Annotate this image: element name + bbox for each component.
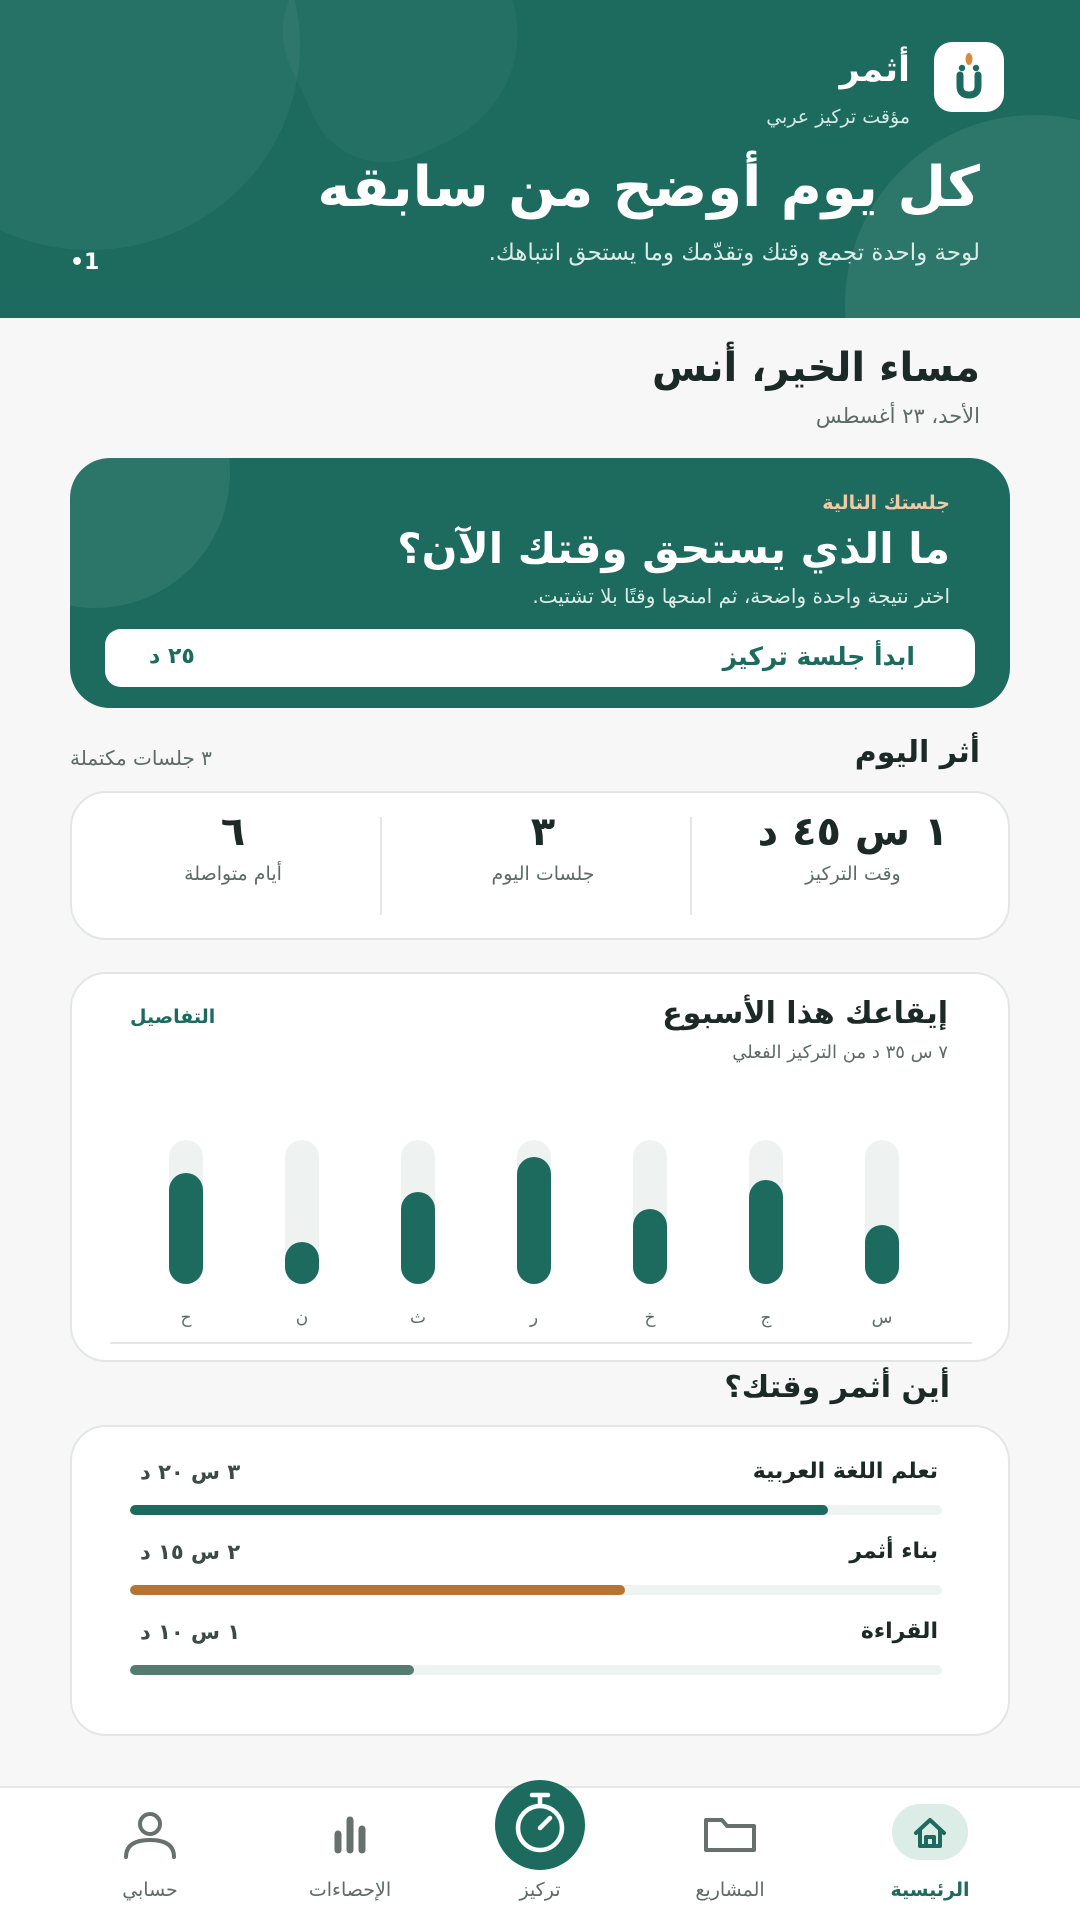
bar-track (749, 1140, 783, 1284)
hero-badge: •1 (70, 250, 100, 275)
next-session-description: اختر نتيجة واحدة واضحة، ثم امنحها وقتًا بلا تشتيت. (532, 584, 950, 608)
chart-bar (517, 1157, 551, 1284)
next-session-card (70, 458, 1010, 708)
stat-value: ٣ (530, 809, 556, 855)
nav-item-account[interactable] (75, 1788, 225, 1920)
nav-item-focus[interactable] (465, 1788, 615, 1920)
start-focus-label: ابدأ جلسة تركيز (722, 642, 915, 671)
day-tick-label: ح (180, 1308, 192, 1328)
hero-description: لوحة واحدة تجمع وقتك وتقدّمك وما يستحق انتباهك. (488, 240, 980, 266)
bar-track (865, 1140, 899, 1284)
bar-track (401, 1140, 435, 1284)
app-logo-icon (934, 42, 1004, 112)
project-progress-track (130, 1665, 942, 1675)
day-tick-label: س (871, 1308, 893, 1328)
greeting-title: مساء الخير، أنس (651, 345, 980, 391)
bar-track (633, 1140, 667, 1284)
chart-baseline (110, 1342, 972, 1344)
day-tick-label: ر (529, 1308, 539, 1328)
weekly-rhythm-card (70, 972, 1010, 1362)
current-date: الأحد، ٢٣ أغسطس (815, 404, 980, 428)
chart-bar (401, 1192, 435, 1284)
brand-subtitle: مؤقت تركيز عربي (766, 106, 910, 128)
nav-label: الرئيسية (890, 1879, 970, 1901)
stat-label: أيام متواصلة (184, 863, 282, 885)
next-session-title: ما الذي يستحق وقتك الآن؟ (397, 524, 950, 573)
project-time: ٣ س ٢٠ د (140, 1460, 241, 1484)
time-distribution-title: أين أثمر وقتك؟ (724, 1370, 950, 1405)
next-session-label: جلستك التالية (822, 492, 950, 514)
chart-bar (865, 1225, 899, 1284)
stat-focus-time (698, 793, 1008, 938)
chart-bar (285, 1242, 319, 1284)
bottom-navigation (0, 1786, 1080, 1920)
bar-track (169, 1140, 203, 1284)
stopwatch-icon (495, 1780, 585, 1870)
project-time: ١ س ١٠ د (140, 1620, 241, 1644)
nav-item-projects[interactable] (655, 1788, 805, 1920)
session-duration: ٢٥ د (149, 644, 195, 669)
card-decoration (70, 458, 230, 608)
bar-chart-icon (312, 1804, 388, 1860)
nav-label: المشاريع (695, 1879, 765, 1901)
nav-item-stats[interactable] (275, 1788, 425, 1920)
user-icon (112, 1804, 188, 1860)
day-tick-label: ج (760, 1308, 772, 1328)
project-progress-track (130, 1505, 942, 1515)
chart-bar (749, 1180, 783, 1284)
weekly-rhythm-title: إيقاعك هذا الأسبوع (662, 996, 948, 1031)
home-icon (892, 1804, 968, 1860)
stat-label: جلسات اليوم (491, 863, 595, 885)
day-tick-label: ث (409, 1308, 426, 1328)
project-name: تعلم اللغة العربية (752, 1459, 938, 1484)
project-progress-fill (130, 1665, 414, 1675)
stat-label: وقت التركيز (805, 863, 901, 885)
folder-icon (692, 1804, 768, 1860)
stat-value: ٦ (220, 809, 246, 855)
stat-value: ١ س ٤٥ د (757, 809, 949, 855)
hero-header (0, 0, 1080, 318)
chart-bar (633, 1209, 667, 1284)
start-focus-button[interactable] (105, 629, 975, 687)
completed-sessions-count: ٣ جلسات مكتملة (70, 746, 212, 770)
nav-item-home[interactable] (855, 1788, 1005, 1920)
project-progress-fill (130, 1505, 828, 1515)
bar-track (517, 1140, 551, 1284)
project-time: ٢ س ١٥ د (140, 1540, 241, 1564)
project-progress-fill (130, 1585, 625, 1595)
project-progress-track (130, 1585, 942, 1595)
hero-decoration (0, 0, 300, 250)
focus-button-circle (495, 1780, 585, 1870)
stat-streak-days (78, 793, 388, 938)
nav-label: تركيز (519, 1879, 561, 1901)
day-tick-label: خ (644, 1308, 656, 1328)
nav-label: حسابي (122, 1879, 178, 1901)
hero-title: كل يوم أوضح من سابقه (317, 155, 980, 220)
chart-bar (169, 1173, 203, 1284)
projects-time-card (70, 1425, 1010, 1736)
bar-track (285, 1140, 319, 1284)
details-link[interactable]: التفاصيل (130, 1006, 216, 1028)
brand-name: أثمر (839, 50, 910, 90)
weekly-rhythm-subtitle: ٧ س ٣٥ د من التركيز الفعلي (732, 1042, 948, 1063)
day-tick-label: ن (295, 1308, 309, 1328)
project-name: بناء أثمر (849, 1539, 938, 1564)
today-impact-title: أثر اليوم (854, 735, 980, 770)
project-name: القراءة (860, 1619, 938, 1644)
app-logo (934, 42, 1004, 112)
stat-sessions-today (388, 793, 698, 938)
today-stats-card (70, 791, 1010, 940)
nav-label: الإحصاءات (308, 1879, 392, 1901)
